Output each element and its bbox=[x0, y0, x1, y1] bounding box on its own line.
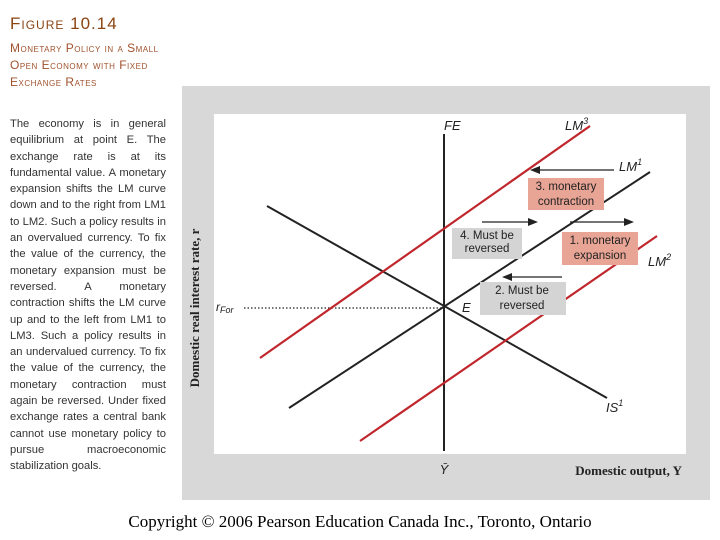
figure-subtitle: Monetary Policy in a Small Open Economy with Fixed Exchange Rates bbox=[10, 41, 159, 89]
box-2-line1: 2. Must be bbox=[495, 285, 549, 297]
fe-label: FE bbox=[444, 118, 461, 133]
copyright-notice: Copyright © 2006 Pearson Education Canada Inc., Toronto, Ontario bbox=[128, 512, 592, 531]
lm2-label: $LM^2$ bbox=[648, 252, 672, 269]
box-3-line1: 3. monetary bbox=[535, 181, 597, 193]
diagram-panel bbox=[182, 86, 710, 500]
box-4-line2: reversed bbox=[464, 243, 510, 255]
figure-label: Figure 10.14 bbox=[10, 14, 118, 33]
box-1-line2: expansion bbox=[573, 250, 627, 262]
r-for-label: rFor bbox=[216, 300, 234, 315]
y-bar-label: Ȳ bbox=[439, 462, 449, 477]
point-e-label: E bbox=[462, 300, 471, 315]
box-3-line2: contraction bbox=[537, 196, 595, 208]
box-2-line2: reversed bbox=[499, 300, 545, 312]
box-4-line1: 4. Must be bbox=[460, 230, 514, 242]
lm1-label: $LM^1$ bbox=[619, 157, 643, 174]
figure-caption bbox=[10, 14, 168, 95]
figure-body-text: The economy is in general equilibrium at point E. The exchange rate is at its fundamental value. A monetary expansion shifts the LM curve down and to the right from LM1 to LM2. Such a policy results in an overvalued currency. To fix the value of the currency, the monetary expansion must be reversed. A monetary contraction shifts the LM curve up and to the left from LM1 to LM3. Such a policy results in an undervalued currency. To fix the value of the currency, the monetary contraction must again be reversed. Under fixed exchange rates a central bank cannot use monetary policy to pursue macroeconomic stabilization goals. bbox=[10, 118, 166, 473]
box-1-line1: 1. monetary bbox=[569, 235, 631, 247]
x-axis-label: Domestic output, Y bbox=[575, 463, 682, 478]
y-axis-label: Domestic real interest rate, r bbox=[187, 228, 202, 388]
is1-label: $IS^1$ bbox=[606, 398, 624, 415]
islm-fe-diagram bbox=[182, 86, 710, 500]
lm3-label: $LM^3$ bbox=[565, 116, 589, 133]
